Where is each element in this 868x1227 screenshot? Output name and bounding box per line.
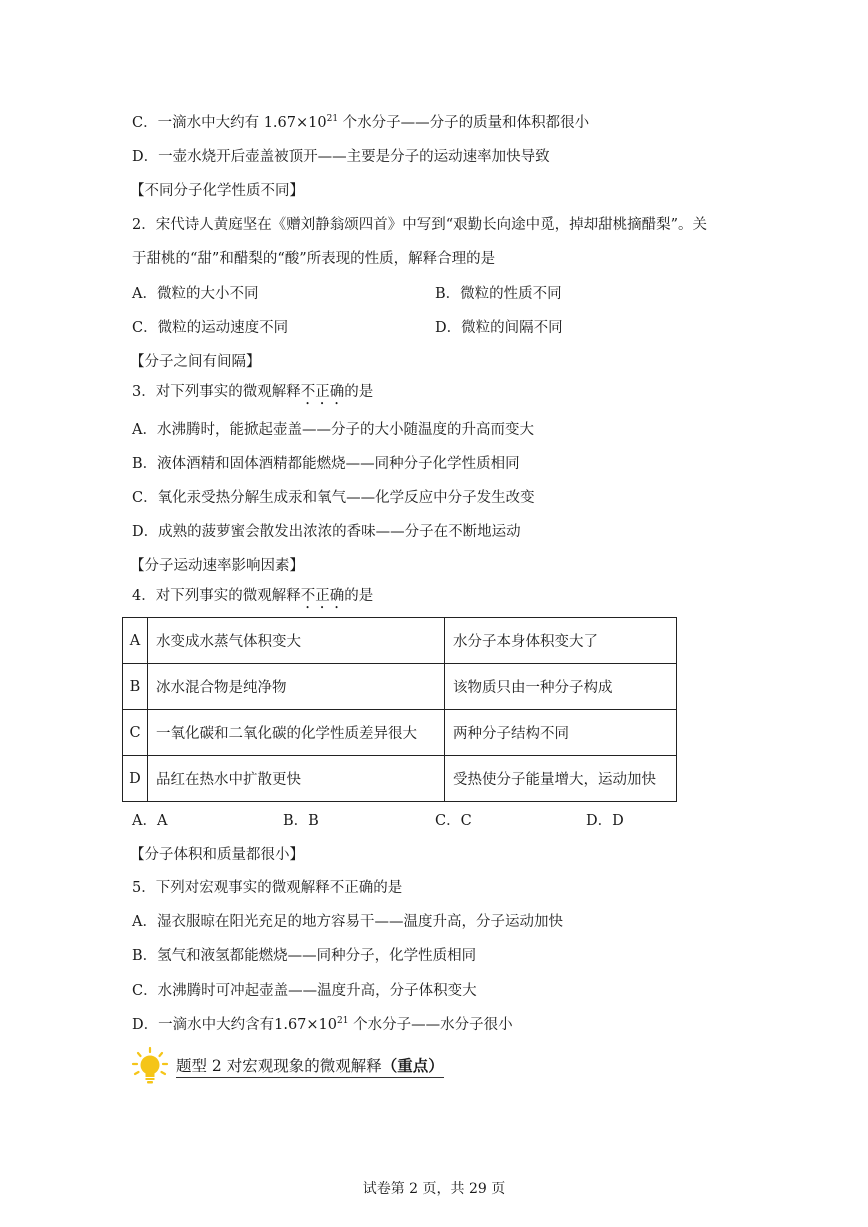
table-cell-fact: 品红在热水中扩散更快 bbox=[148, 756, 445, 802]
table-cell-fact: 冰水混合物是纯净物 bbox=[148, 664, 445, 710]
table-cell-explain: 该物质只由一种分子构成 bbox=[445, 664, 677, 710]
q2-option-c: C．微粒的运动速度不同 bbox=[132, 320, 289, 336]
section-title-rate: 【分子运动速率影响因素】 bbox=[130, 558, 304, 574]
q3-option-c: C．氧化汞受热分解生成汞和氧气——化学反应中分子发生改变 bbox=[132, 490, 535, 506]
q3-stem: 3．对下列事实的微观解释不正确的是 bbox=[132, 384, 374, 400]
q1-option-d: D．一壶水烧开后壶盖被顶开——主要是分子的运动速率加快导致 bbox=[132, 149, 550, 165]
q4-emphasis: 不正确 bbox=[300, 588, 345, 604]
table-cell-fact: 一氧化碳和二氧化碳的化学性质差异很大 bbox=[148, 710, 445, 756]
q2-stem-line1: 2．宋代诗人黄庭坚在《赠刘静翁颂四首》中写到“艰勤长向途中觅，掉却甜桃摘醋梨”。关 bbox=[132, 217, 708, 233]
table-cell-key: C bbox=[123, 710, 148, 756]
q2-option-b: B．微粒的性质不同 bbox=[435, 286, 562, 302]
page-footer: 试卷第 2 页，共 29 页 bbox=[362, 1181, 506, 1197]
table-row bbox=[123, 618, 677, 664]
q5-option-a: A．湿衣服晾在阳光充足的地方容易干——温度升高，分子运动加快 bbox=[132, 914, 563, 930]
q5-option-d: D．一滴水中大约含有$1.67\times 10^{21}$ 个水分子——水分子很小 bbox=[132, 1016, 513, 1033]
section-title-small: 【分子体积和质量都很小】 bbox=[130, 847, 304, 863]
q1-option-c: C．一滴水中大约有 $1.67\times 10^{21}$ 个水分子——分子的质量和体积都很小 bbox=[132, 114, 590, 131]
table-row bbox=[123, 710, 677, 756]
q2-option-a: A．微粒的大小不同 bbox=[132, 286, 259, 302]
table-cell-key: A bbox=[123, 618, 148, 664]
lightbulb-icon bbox=[130, 1046, 170, 1086]
table-cell-fact: 水变成水蒸气体积变大 bbox=[148, 618, 445, 664]
q5-option-b: B．氢气和液氢都能燃烧——同种分子，化学性质相同 bbox=[132, 948, 477, 964]
q3-option-b: B．液体酒精和固体酒精都能燃烧——同种分子化学性质相同 bbox=[132, 456, 520, 472]
table-cell-explain: 两种分子结构不同 bbox=[445, 710, 677, 756]
section-title-gaps: 【分子之间有间隔】 bbox=[130, 354, 261, 370]
q4-option-b: B．B bbox=[283, 813, 319, 829]
q5-stem: 5．下列对宏观事实的微观解释不正确的是 bbox=[132, 880, 403, 896]
q4-option-a: A．A bbox=[132, 813, 168, 829]
table-cell-key: D bbox=[123, 756, 148, 802]
q5-option-c: C．水沸腾时可冲起壶盖——温度升高，分子体积变大 bbox=[132, 983, 477, 999]
table-row bbox=[123, 664, 677, 710]
table-row bbox=[123, 756, 677, 802]
table-cell-key: B bbox=[123, 664, 148, 710]
q2-option-d: D．微粒的间隔不同 bbox=[435, 320, 563, 336]
q2-stem-line2: 于甜桃的“甜”和醋梨的“酸”所表现的性质，解释合理的是 bbox=[132, 251, 496, 267]
table-cell-explain: 受热使分子能量增大，运动加快 bbox=[445, 756, 677, 802]
q4-option-d: D．D bbox=[586, 813, 624, 829]
q3-emphasis: 不正确 bbox=[300, 384, 345, 400]
table-cell-explain: 水分子本身体积变大了 bbox=[445, 618, 677, 664]
q3-option-d: D．成熟的菠萝蜜会散发出浓浓的香味——分子在不断地运动 bbox=[132, 524, 521, 540]
q4-stem: 4．对下列事实的微观解释不正确的是 bbox=[132, 588, 374, 604]
q4-option-c: C．C bbox=[435, 813, 472, 829]
section-title-chem-props: 【不同分子化学性质不同】 bbox=[130, 183, 304, 199]
q4-table bbox=[122, 617, 677, 802]
section-heading-title: 题型 2 对宏观现象的微观解释（重点） bbox=[176, 1054, 444, 1078]
q3-option-a: A．水沸腾时，能掀起壶盖——分子的大小随温度的升高而变大 bbox=[132, 422, 534, 438]
